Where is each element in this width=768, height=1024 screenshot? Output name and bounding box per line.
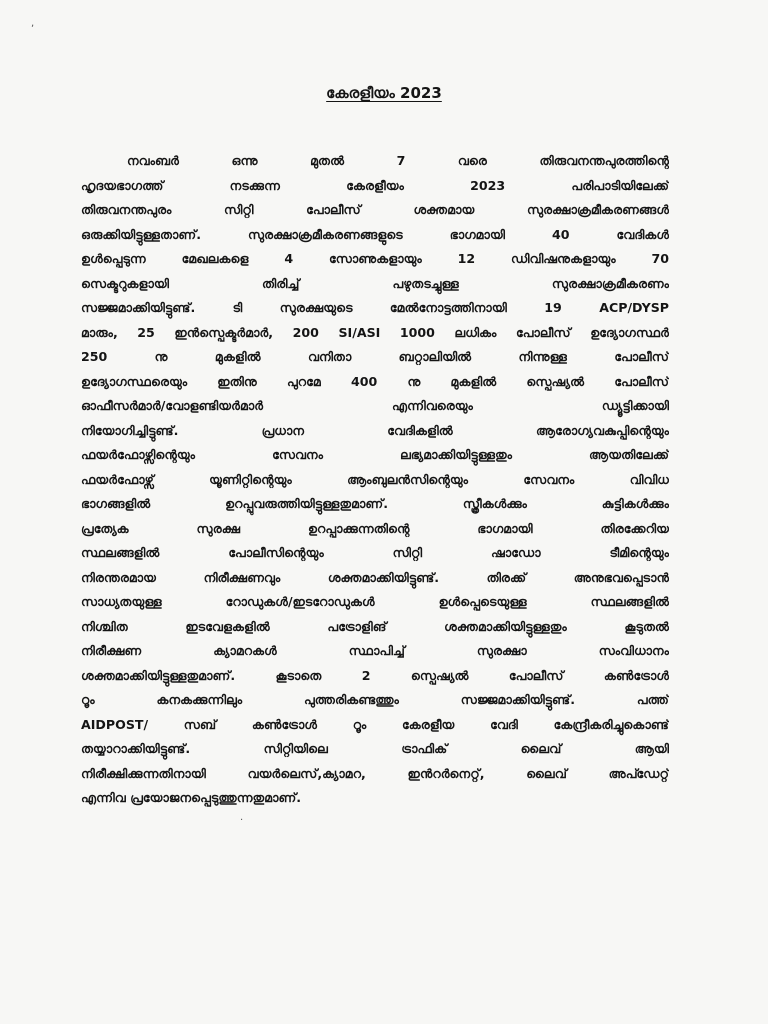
paragraph-line: എന്നിവ പ്രയോജനപ്പെടുത്തുന്നതുമാണ്. [81, 790, 302, 805]
paragraph-line: തിരുവനന്തപുരം സിറ്റി പോലീസ് ശക്തമായ സുരക്ഷാക്രമീകരണങ്ങൾ [81, 202, 669, 217]
paragraph-line: മാരും, 25 ഇൻസ്പെക്ടർമാർ, 200 SI/ASI 1000 ലധികം പോലീസ് ഉദ്യോഗസ്ഥർ [81, 324, 669, 340]
paragraph-line: ഫയർഫോഴ്സ് യൂണിറ്റിന്റെയും ആംബുലൻസിന്റെയും സേവനം വിവിധ [81, 471, 669, 487]
paragraph-line: AIDPOST/ സബ് കൺട്രോൾ റൂം കേരളീയ വേദി കേന്ദ്രീകരിച്ചുകൊണ്ട് [81, 716, 669, 732]
paragraph-line: സജ്ജമാക്കിയിട്ടുണ്ട്. ടി സുരക്ഷയുടെ മേൽനോട്ടത്തിനായി 19 ACP/DYSP [81, 300, 669, 315]
document-body [81, 149, 669, 811]
paragraph-line: ഉദ്യോഗസ്ഥരെയും ഇതിനു പുറമേ 400 നു മുകളിൽ സ്പെഷ്യൽ പോലീസ് [81, 373, 669, 389]
paragraph-line: ഉൾപ്പെടുന്ന മേഖലകളെ 4 സോണുകളായും 12 ഡിവിഷനുകളായും 70 [81, 251, 669, 266]
paragraph-line: നവംബർ ഒന്നു മുതൽ 7 വരെ തിരുവനന്തപുരത്തിന്റെ [127, 153, 669, 168]
paragraph-line: ഹൃദയഭാഗത്ത് നടക്കുന്ന കേരളീയം 2023 പരിപാടിയിലേക്ക് [81, 177, 669, 193]
paragraph-line: തയ്യാറാക്കിയിട്ടുണ്ട്. സിറ്റിയിലെ ട്രാഫിക് ലൈവ് ആയി [81, 741, 669, 756]
scan-mark: , [31, 18, 35, 29]
paragraph-line: നിരീക്ഷിക്കുന്നതിനായി വയർലെസ്,ക്യാമറ, ഇൻറർനെറ്റ്, ലൈവ് അപ്ഡേറ്റ് [81, 765, 669, 781]
paragraph-line: ശക്തമാക്കിയിട്ടുള്ളതുമാണ്. കൂടാതെ 2 സ്പെഷ്യൽ പോലീസ് കൺട്രോൾ [81, 667, 669, 683]
document-title: കേരളീയം 2023 [326, 84, 442, 102]
paragraph-line: സെക്ടറുകളായി തിരിച്ച് പഴുതടച്ചുള്ള സുരക്ഷാക്രമീകരണം [81, 275, 669, 291]
paragraph-line: നിയോഗിച്ചിട്ടുണ്ട്. പ്രധാന വേദികളിൽ ആരോഗ്യവകുപ്പിന്റെയും [81, 422, 669, 438]
paragraph-line: സ്ഥലങ്ങളിൽ പോലീസിന്റെയും സിറ്റി ഷാഡോ ടീമിന്റെയും [81, 545, 669, 560]
paragraph-line: പ്രത്യേക സുരക്ഷ ഉറപ്പാക്കുന്നതിന്റെ ഭാഗമായി തിരക്കേറിയ [81, 520, 669, 536]
paragraph-line: നിരീക്ഷണ ക്യാമറകൾ സ്ഥാപിച്ച് സുരക്ഷാ സംവിധാനം [81, 643, 669, 658]
paragraph-line: നിശ്ചിത ഇടവേളകളിൽ പട്രോളിങ് ശക്തമാക്കിയിട്ടുള്ളതും കൂടുതൽ [81, 618, 669, 634]
paragraph-line: ഭാഗങ്ങളിൽ ഉറപ്പുവരുത്തിയിട്ടുള്ളതുമാണ്. സ്ത്രീകൾക്കും കുട്ടികൾക്കും [81, 496, 669, 511]
paragraph-line: ഒരുക്കിയിട്ടുള്ളതാണ്. സുരക്ഷാക്രമീകരണങ്ങളുടെ ഭാഗമായി 40 വേദികൾ [81, 226, 669, 242]
paragraph-line: സാധ്യതയുള്ള റോഡുകൾ/ഇടറോഡുകൾ ഉൾപ്പെടെയുള്ള സ്ഥലങ്ങളിൽ [81, 594, 669, 609]
paragraph-line: 250 നു മുകളിൽ വനിതാ ബറ്റാലിയിൽ നിന്നുള്ള പോലീസ് [81, 349, 669, 364]
scan-mark: · [240, 815, 244, 826]
paragraph-line: ഓഫീസർമാർ/വോളണ്ടിയർമാർ എന്നിവരെയും ഡ്യൂട്ടിക്കായി [81, 398, 669, 413]
paragraph-line: റൂം കനകക്കുന്നിലും പുത്തരികണ്ടത്തും സജ്ജമാക്കിയിട്ടുണ്ട്. പത്ത് [81, 692, 669, 707]
paragraph-line: നിരന്തരമായ നിരീക്ഷണവും ശക്തമാക്കിയിട്ടുണ്ട്. തിരക്ക് അനുഭവപ്പെടാൻ [81, 569, 669, 585]
paragraph-line: ഫയർഫോഴ്സിന്റെയും സേവനം ലഭ്യമാക്കിയിട്ടുള്ളതും ആയതിലേക്ക് [81, 447, 669, 462]
